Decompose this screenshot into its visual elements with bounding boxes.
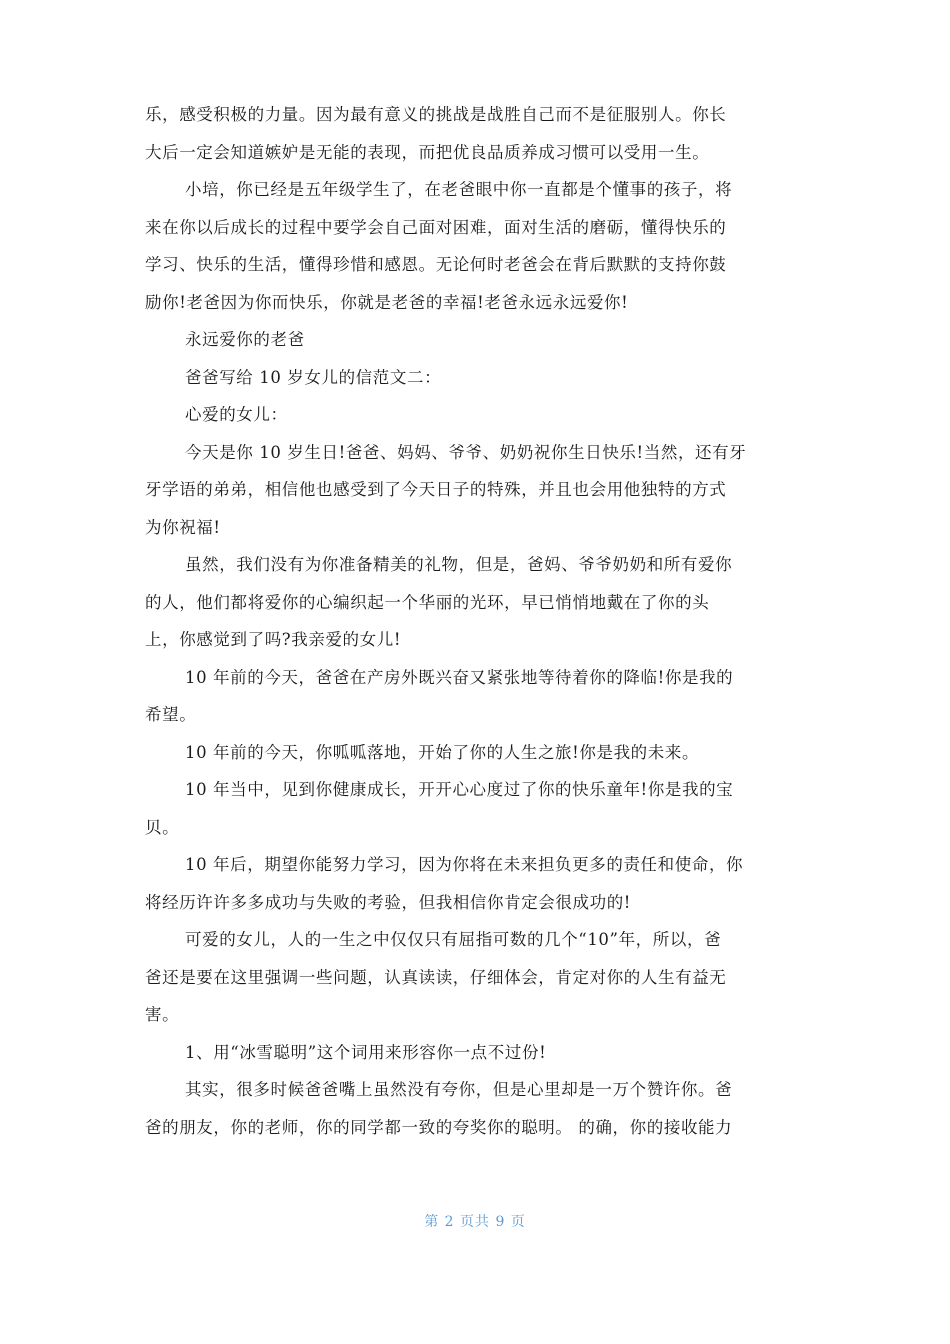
text-line: 为你祝福! — [145, 517, 221, 537]
text-line: 其实，很多时候爸爸嘴上虽然没有夸你，但是心里却是一万个赞许你。爸 — [185, 1080, 733, 1099]
text-line: 10 年当中，见到你健康成长，开开心心度过了你的快乐童年!你是我的宝 — [185, 780, 734, 799]
text-line: 将经历许许多多成功与失败的考验，但我相信你肯定会很成功的! — [145, 892, 632, 912]
text-line: 励你!老爸因为你而快乐，你就是老爸的幸福!老爸永远永远爱你! — [145, 292, 629, 312]
text-line: 爸的朋友，你的老师，你的同学都一致的夸奖你的聪明。 的确，你的接收能力 — [145, 1117, 733, 1137]
section-heading: 爸爸写给 10 岁女儿的信范文二： — [185, 367, 442, 387]
text-line: 爸还是要在这里强调一些问题，认真读读，仔细体会，肯定对你的人生有益无 — [145, 967, 727, 987]
text-line: 希望。 — [145, 705, 197, 724]
salutation: 心爱的女儿： — [185, 405, 288, 424]
text-line: 上，你感觉到了吗?我亲爱的女儿! — [145, 630, 402, 649]
text-line: 小培，你已经是五年级学生了，在老爸眼中你一直都是个懂事的孩子，将 — [185, 180, 733, 199]
signature-line: 永远爱你的老爸 — [185, 330, 305, 349]
text-line: 贝。 — [145, 817, 180, 837]
text-line: 来在你以后成长的过程中要学会自己面对困难，面对生活的磨砺，懂得快乐的 — [145, 217, 727, 237]
text-line: 乐，感受积极的力量。因为最有意义的挑战是战胜自己而不是征服别人。你长 — [145, 105, 727, 124]
text-line: 10 年前的今天，爸爸在产房外既兴奋又紧张地等待着你的降临!你是我的 — [185, 667, 734, 687]
text-line: 10 年后，期望你能努力学习，因为你将在未来担负更多的责任和使命，你 — [185, 855, 744, 874]
document-body — [145, 96, 805, 1146]
text-line: 学习、快乐的生活，懂得珍惜和感恩。无论何时老爸会在背后默默的支持你鼓 — [145, 255, 727, 274]
text-line: 虽然，我们没有为你准备精美的礼物，但是，爸妈、爷爷奶奶和所有爱你 — [185, 555, 733, 574]
text-line: 大后一定会知道嫉妒是无能的表现，而把优良品质养成习惯可以受用一生。 — [145, 142, 710, 162]
text-line: 的人，他们都将爱你的心编织起一个华丽的光环，早已悄悄地戴在了你的头 — [145, 592, 710, 612]
numbered-heading: 1、用“冰雪聪明”这个词用来形容你一点不过份! — [185, 1042, 547, 1062]
page-number-footer: 第 2 页共 9 页 — [424, 1214, 526, 1230]
text-line: 害。 — [145, 1005, 180, 1024]
text-line: 今天是你 10 岁生日!爸爸、妈妈、爷爷、奶奶祝你生日快乐!当然，还有牙 — [185, 442, 747, 462]
text-line: 10 年前的今天，你呱呱落地，开始了你的人生之旅!你是我的未来。 — [185, 742, 700, 762]
text-line: 牙学语的弟弟，相信他也感受到了今天日子的特殊，并且也会用他独特的方式 — [145, 480, 727, 499]
text-line: 可爱的女儿，人的一生之中仅仅只有屈指可数的几个“10”年，所以，爸 — [185, 930, 722, 949]
